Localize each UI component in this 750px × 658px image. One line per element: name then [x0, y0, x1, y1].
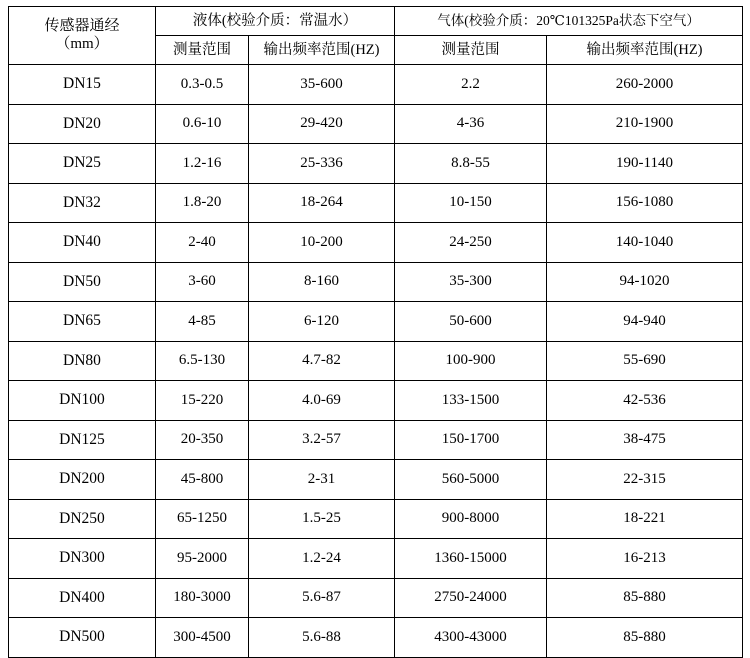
- header-row-groups: [9, 7, 743, 36]
- cell-diameter: DN250: [9, 499, 156, 539]
- cell-liquid-range: 0.3-0.5: [156, 65, 249, 105]
- table-body: [9, 65, 743, 658]
- cell-gas-range: 10-150: [395, 183, 547, 223]
- sensor-specification-table: [8, 6, 743, 658]
- table-row: [9, 341, 743, 381]
- table-row: [9, 104, 743, 144]
- cell-gas-frequency: 38-475: [547, 420, 743, 460]
- cell-diameter: DN200: [9, 460, 156, 500]
- cell-gas-frequency: 140-1040: [547, 223, 743, 263]
- cell-gas-frequency: 190-1140: [547, 144, 743, 184]
- cell-gas-frequency: 156-1080: [547, 183, 743, 223]
- cell-diameter: DN400: [9, 578, 156, 618]
- cell-diameter: DN25: [9, 144, 156, 184]
- cell-gas-range: 50-600: [395, 302, 547, 342]
- header-gas-group: 气体(校验介质：20℃101325Pa状态下空气）: [395, 7, 743, 36]
- cell-liquid-range: 0.6-10: [156, 104, 249, 144]
- cell-liquid-range: 15-220: [156, 381, 249, 421]
- table-row: [9, 420, 743, 460]
- cell-liquid-range: 1.2-16: [156, 144, 249, 184]
- cell-liquid-range: 65-1250: [156, 499, 249, 539]
- cell-liquid-frequency: 1.5-25: [249, 499, 395, 539]
- table-row: [9, 618, 743, 658]
- cell-gas-frequency: 18-221: [547, 499, 743, 539]
- table-row: [9, 539, 743, 579]
- table-header: [9, 7, 743, 65]
- cell-diameter: DN15: [9, 65, 156, 105]
- cell-diameter: DN20: [9, 104, 156, 144]
- cell-diameter: DN300: [9, 539, 156, 579]
- cell-gas-frequency: 85-880: [547, 578, 743, 618]
- table-row: [9, 578, 743, 618]
- cell-diameter: DN100: [9, 381, 156, 421]
- cell-diameter: DN50: [9, 262, 156, 302]
- header-liquid-frequency: 输出频率范围(HZ): [249, 36, 395, 65]
- cell-gas-range: 8.8-55: [395, 144, 547, 184]
- cell-gas-range: 2750-24000: [395, 578, 547, 618]
- cell-liquid-frequency: 1.2-24: [249, 539, 395, 579]
- header-liquid-group: 液体(校验介质：常温水）: [156, 7, 395, 36]
- cell-gas-range: 560-5000: [395, 460, 547, 500]
- cell-liquid-frequency: 5.6-88: [249, 618, 395, 658]
- cell-gas-range: 100-900: [395, 341, 547, 381]
- cell-gas-frequency: 85-880: [547, 618, 743, 658]
- cell-gas-frequency: 42-536: [547, 381, 743, 421]
- cell-liquid-frequency: 10-200: [249, 223, 395, 263]
- cell-liquid-range: 180-3000: [156, 578, 249, 618]
- cell-liquid-frequency: 5.6-87: [249, 578, 395, 618]
- cell-gas-frequency: 16-213: [547, 539, 743, 579]
- cell-liquid-range: 20-350: [156, 420, 249, 460]
- header-sensor-diameter: [9, 7, 156, 65]
- table-row: [9, 183, 743, 223]
- cell-liquid-range: 6.5-130: [156, 341, 249, 381]
- table-row: [9, 499, 743, 539]
- cell-liquid-frequency: 2-31: [249, 460, 395, 500]
- cell-gas-range: 2.2: [395, 65, 547, 105]
- cell-diameter: DN40: [9, 223, 156, 263]
- cell-diameter: DN80: [9, 341, 156, 381]
- cell-diameter: DN32: [9, 183, 156, 223]
- cell-liquid-frequency: 8-160: [249, 262, 395, 302]
- table-row: [9, 460, 743, 500]
- header-sensor-diameter-line2: （mm）: [55, 35, 109, 52]
- cell-liquid-frequency: 4.7-82: [249, 341, 395, 381]
- cell-liquid-range: 95-2000: [156, 539, 249, 579]
- cell-gas-range: 1360-15000: [395, 539, 547, 579]
- table-row: [9, 65, 743, 105]
- cell-gas-range: 4-36: [395, 104, 547, 144]
- header-gas-range: 测量范围: [395, 36, 547, 65]
- cell-gas-range: 150-1700: [395, 420, 547, 460]
- cell-gas-frequency: 22-315: [547, 460, 743, 500]
- header-liquid-range: 测量范围: [156, 36, 249, 65]
- cell-liquid-frequency: 29-420: [249, 104, 395, 144]
- cell-liquid-frequency: 3.2-57: [249, 420, 395, 460]
- table-row: [9, 223, 743, 263]
- header-gas-frequency: 输出频率范围(HZ): [547, 36, 743, 65]
- cell-liquid-frequency: 6-120: [249, 302, 395, 342]
- cell-gas-frequency: 210-1900: [547, 104, 743, 144]
- cell-liquid-frequency: 4.0-69: [249, 381, 395, 421]
- cell-gas-range: 900-8000: [395, 499, 547, 539]
- cell-liquid-range: 2-40: [156, 223, 249, 263]
- table-row: [9, 262, 743, 302]
- cell-diameter: DN125: [9, 420, 156, 460]
- header-sensor-diameter-line1: 传感器通经: [44, 18, 120, 35]
- cell-liquid-frequency: 18-264: [249, 183, 395, 223]
- table-row: [9, 302, 743, 342]
- cell-liquid-frequency: 35-600: [249, 65, 395, 105]
- cell-liquid-range: 4-85: [156, 302, 249, 342]
- cell-gas-frequency: 55-690: [547, 341, 743, 381]
- cell-liquid-range: 3-60: [156, 262, 249, 302]
- cell-gas-frequency: 260-2000: [547, 65, 743, 105]
- table-row: [9, 381, 743, 421]
- cell-liquid-range: 1.8-20: [156, 183, 249, 223]
- table-row: [9, 144, 743, 184]
- cell-liquid-frequency: 25-336: [249, 144, 395, 184]
- cell-diameter: DN65: [9, 302, 156, 342]
- cell-gas-range: 24-250: [395, 223, 547, 263]
- cell-gas-range: 35-300: [395, 262, 547, 302]
- cell-gas-frequency: 94-940: [547, 302, 743, 342]
- cell-diameter: DN500: [9, 618, 156, 658]
- cell-liquid-range: 300-4500: [156, 618, 249, 658]
- cell-gas-range: 133-1500: [395, 381, 547, 421]
- cell-gas-range: 4300-43000: [395, 618, 547, 658]
- cell-liquid-range: 45-800: [156, 460, 249, 500]
- cell-gas-frequency: 94-1020: [547, 262, 743, 302]
